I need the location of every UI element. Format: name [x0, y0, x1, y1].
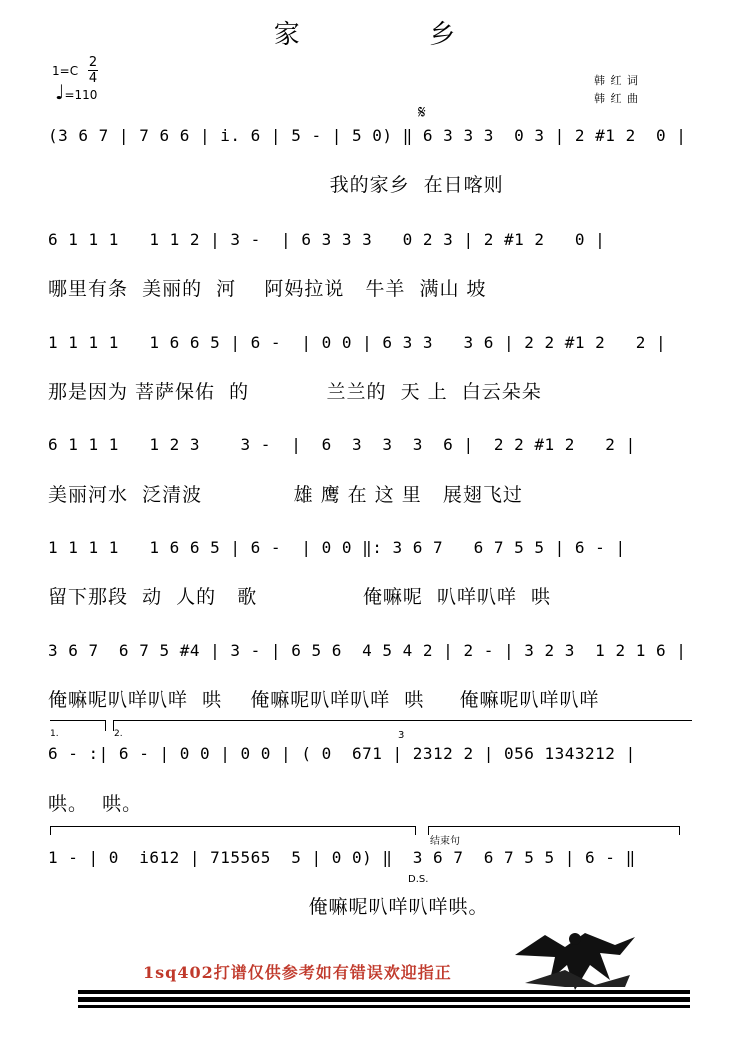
lyrics-line-3: 那是因为 菩萨保佑 的 兰兰的 天 上 白云朵朵: [48, 381, 542, 403]
lyrics-line-5: 留下那段 动 人的 歌 俺嘛呢 叭咩叭咩 哄: [48, 586, 552, 608]
volta-second-label: 2.: [114, 729, 123, 739]
tempo-value: =110: [64, 88, 98, 102]
segno-icon: 𝄋: [418, 102, 426, 123]
triplet-mark: 3: [398, 730, 405, 741]
notation-line-8: 1 - | 0 i612 | 715565 5 | 0 0) ‖ 3 6 7 6 7 5 5 | 6 - ‖: [48, 848, 636, 867]
volta-first-label: 1.: [50, 729, 59, 739]
lyrics-line-2: 哪里有条 美丽的 河 阿妈拉说 牛羊 满山 坡: [48, 278, 487, 300]
lyricist-credit: 韩 红 词: [594, 74, 639, 87]
lyrics-line-7: 哄。 哄。: [48, 793, 143, 815]
footer-rule-2: [78, 997, 690, 1002]
page-title: [0, 14, 730, 51]
lyrics-line-4: 美丽河水 泛清波 雄 鹰 在 这 里 展翅飞过: [48, 484, 523, 506]
notation-line-2: 6 1 1 1 1 1 2 | 3 - | 6 3 3 3 0 2 3 | 2 #1 2 0 |: [48, 230, 606, 249]
lyrics-line-6: 俺嘛呢叭咩叭咩 哄 俺嘛呢叭咩叭咩 哄 俺嘛呢叭咩叭咩: [48, 689, 600, 711]
title-char-1: 家: [273, 20, 301, 50]
ds-marking: D.S.: [408, 874, 429, 885]
ending-bracket: [428, 826, 680, 835]
quarter-note-icon: ♩: [55, 80, 65, 104]
tempo-marking: [55, 82, 97, 102]
notation-line-7: 6 - :| 6 - | 0 0 | 0 0 | ( 0 671 | 2312 2 | 056 1343212 |: [48, 744, 636, 763]
composer-credit: 韩 红 曲: [594, 92, 639, 105]
notation-line-5: 1 1 1 1 1 6 6 5 | 6 - | 0 0 ‖: 3 6 7 6 7 5 5 | 6 - |: [48, 538, 626, 557]
ending-label: 结束句: [430, 836, 460, 847]
dancers-icon: [505, 925, 645, 995]
notation-line-1: (3 6 7 | 7 6 6 | i. 6 | 5 - | 5 0) ‖ 6 3 3 3 0 3 | 2 #1 2 0 |: [48, 126, 687, 145]
footer-note: 1sq402打谱仅供参考如有错误欢迎指正: [143, 963, 452, 982]
notation-line-4: 6 1 1 1 1 2 3 3 - | 6 3 3 3 6 | 2 2 #1 2 2 |: [48, 435, 636, 454]
footer-rule-3: [78, 1005, 690, 1008]
lyrics-line-8: 俺嘛呢叭咩叭咩哄。: [48, 896, 489, 918]
time-numerator: 2: [88, 55, 98, 70]
notation-line-6: 3 6 7 6 7 5 #4 | 3 - | 6 5 6 4 5 4 2 | 2 - | 3 2 3 1 2 1 6 |: [48, 641, 687, 660]
time-denominator: 4: [88, 71, 98, 86]
coda-bracket: [50, 826, 416, 835]
title-char-2: 乡: [429, 20, 457, 50]
notation-line-3: 1 1 1 1 1 6 6 5 | 6 - | 0 0 | 6 3 3 3 6 | 2 2 #1 2 2 |: [48, 333, 667, 352]
volta-first-bracket: [50, 720, 106, 739]
footer-rule-1: [78, 990, 690, 994]
lyrics-line-1: 我的家乡 在日喀则: [48, 174, 504, 196]
key-signature: 1=C: [52, 64, 79, 78]
